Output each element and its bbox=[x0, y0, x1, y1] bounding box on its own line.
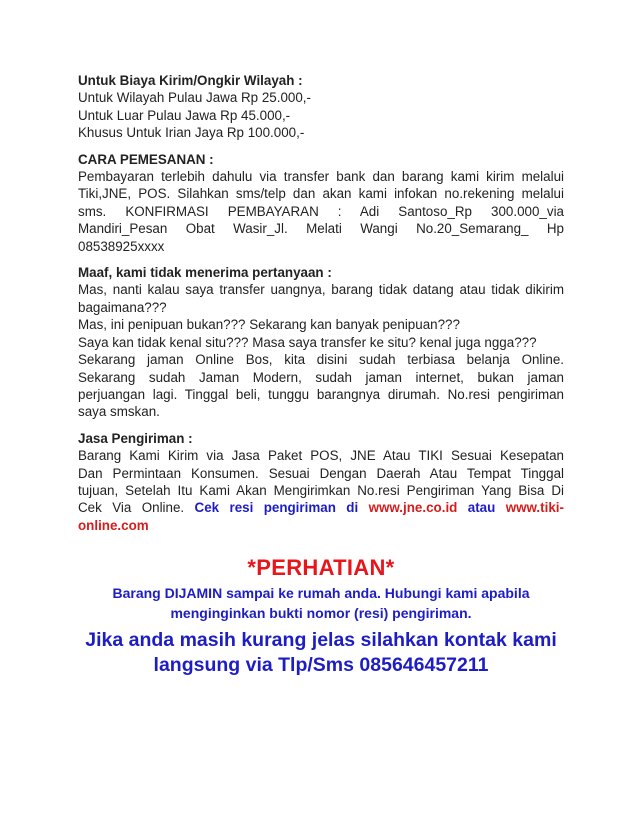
shipping-service-line: tujuan, Setelah Itu Kami Akan Mengirimkan No.resi Pengiriman Yang Bisa Di bbox=[78, 482, 564, 498]
order-method-line: Tiki,JNE, POS. Silahkan sms/telp dan akan kami infokan no.rekening melalui bbox=[78, 186, 564, 202]
shipping-service-tracking-line bbox=[78, 499, 564, 516]
tracking-text: Cek resi pengiriman di bbox=[194, 500, 359, 516]
faq-line: Mas, nanti kalau saya transfer uangnya, barang tidak datang atau tidak dikirim bbox=[78, 282, 564, 298]
online-check-text: Cek Via Online. bbox=[78, 500, 185, 516]
faq-line: perjuangan lagi. Tinggal beli, tunggu barangnya dirumah. No.resi pengiriman bbox=[78, 386, 564, 402]
faq-line: saya smskan. bbox=[78, 404, 160, 420]
order-method-line: Pembayaran terlebih dahulu via transfer bank dan barang kami kirim melalui bbox=[78, 169, 564, 185]
shipping-service-line: Dan Permintaan Konsumen. Sesuai Dengan Daerah Atau Tempat Tinggal bbox=[78, 465, 564, 481]
guarantee-line: menginginkan bukti nomor (resi) pengiriman. bbox=[170, 605, 472, 622]
document-body bbox=[78, 72, 564, 678]
order-method-line: Mandiri_Pesan Obat Wasir_Jl. Melati Wangi No.20_Semarang_ Hp bbox=[78, 221, 564, 237]
faq-heading: Maaf, kami tidak menerima pertanyaan : bbox=[78, 265, 332, 281]
contact-line: Jika anda masih kurang jelas silahkan kontak kami bbox=[85, 629, 557, 652]
shipping-cost-outside-java: Untuk Luar Pulau Jawa Rp 45.000,- bbox=[78, 107, 291, 123]
shipping-cost-heading: Untuk Biaya Kirim/Ongkir Wilayah : bbox=[78, 73, 303, 88]
order-method-phone: 08538925xxxx bbox=[78, 238, 165, 254]
contact-phone-line: langsung via Tlp/Sms 085646457211 bbox=[153, 654, 489, 677]
order-method-line: sms. KONFIRMASI PEMBAYARAN : Adi Santoso_Rp 300.000_via bbox=[78, 203, 564, 219]
shipping-service-line: Barang Kami Kirim via Jasa Paket POS, JNE Atau TIKI Sesuai Kesepatan bbox=[78, 448, 564, 464]
faq-line: Saya kan tidak kenal situ??? Masa saya transfer ke situ? kenal juga ngga??? bbox=[78, 334, 537, 350]
faq-line: Sekarang jaman Online Bos, kita disini sudah terbiasa belanja Online. bbox=[78, 352, 564, 368]
shipping-cost-irian-jaya: Khusus Untuk Irian Jaya Rp 100.000,- bbox=[78, 125, 305, 141]
jne-link[interactable]: www.jne.co.id bbox=[368, 500, 458, 516]
faq-line: Sekarang sudah Jaman Modern, sudah jaman internet, bukan jaman bbox=[78, 369, 564, 385]
or-text: atau bbox=[467, 500, 496, 516]
shipping-cost-java: Untuk Wilayah Pulau Jawa Rp 25.000,- bbox=[78, 90, 311, 106]
faq-line: Mas, ini penipuan bukan??? Sekarang kan banyak penipuan??? bbox=[78, 317, 460, 333]
tiki-link-continued[interactable]: online.com bbox=[78, 517, 149, 533]
shipping-service-heading: Jasa Pengiriman : bbox=[78, 430, 193, 446]
faq-line: bagaimana??? bbox=[78, 299, 167, 315]
order-method-section bbox=[78, 151, 564, 255]
notice-block bbox=[78, 554, 564, 678]
order-method-heading: CARA PEMESANAN : bbox=[78, 151, 214, 167]
shipping-cost-section bbox=[78, 72, 564, 142]
guarantee-line: Barang DIJAMIN sampai ke rumah anda. Hubungi kami apabila bbox=[112, 585, 530, 602]
notice-title: *PERHATIAN* bbox=[247, 555, 395, 581]
faq-section bbox=[78, 264, 564, 421]
tiki-link[interactable]: www.tiki- bbox=[505, 500, 564, 516]
shipping-service-section bbox=[78, 430, 564, 534]
